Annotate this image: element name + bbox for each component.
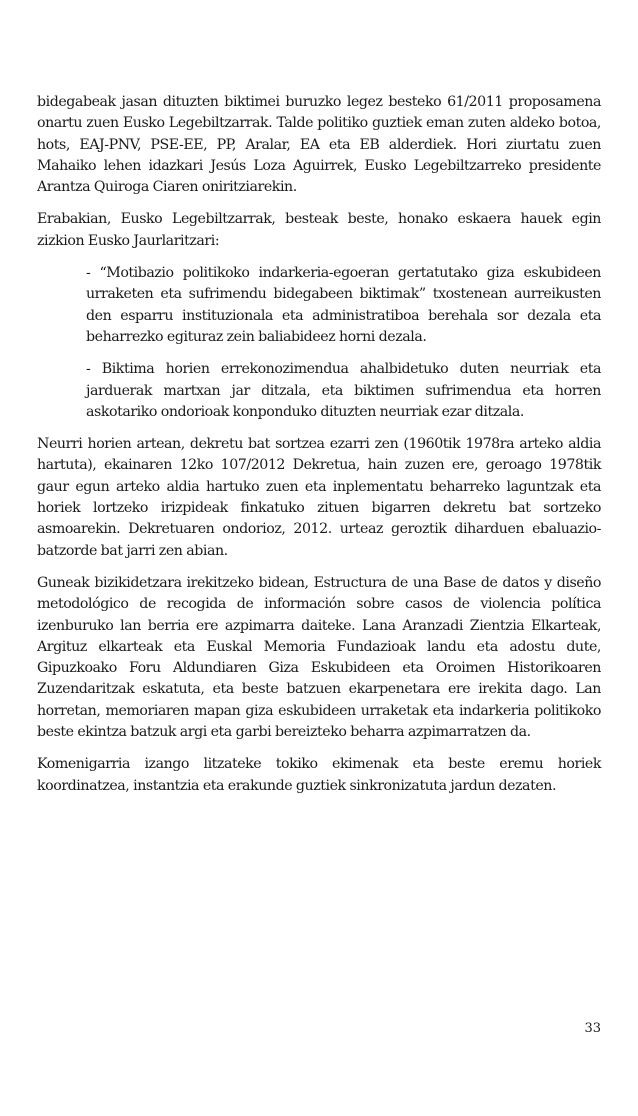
page-number: 33 [584, 1021, 601, 1036]
paragraph-parliament-requests: Erabakian, Eusko Legebiltzarrak, besteak beste, honako eskaera hauek egin zizkion Eusko Jaurlaritzari: [37, 211, 601, 249]
paragraph-motion-approval: bidegabeak jasan dituzten biktimei buruzko legez besteko 61/2011 proposamena onartu zuen Eusko Legebiltzarrak. Talde politiko guztiek eman zuten aldeko botoa, hots, EAJ-PNV, PSE-EE, PP, Aralar, EA eta EB alderdiek. Hori ziurtatu zuen Mahaiko lehen idazkari Jesús Loza Aguirrek, Eusko Legebiltzarreko presidente Arantza Quiroga Ciaren oniritziarekin. [37, 94, 601, 196]
document-body [37, 92, 601, 808]
quote-item-institutional-framework: - “Motibazio politikoko indarkeria-egoeran gertatutako giza eskubideen urraketen eta sufrimendu bidegabeen biktimak” txostenean aurreikusten den esparru instituzionala eta administratiboa berehala sor dezala eta beharrezko egituraz zein baliabideez horni dezala. [86, 265, 601, 345]
paragraph-coordination: Komenigarria izango litzateke tokiko ekimenak eta beste eremu horiek koordinatzea, instantzia eta erakunde guztiek sinkronizatuta jardun dezaten. [37, 756, 601, 794]
paragraph-decree: Neurri horien artean, dekretu bat sortzea ezarri zen (1960tik 1978ra arteko aldia hartuta), ekainaren 12ko 107/2012 Dekretua, hain zuzen ere, geroago 1978tik gaur egun arteko aldia hartuko zuen eta inplementatu beharreko laguntzak eta horiek lortzeko irizpideak finkatuko zituen bigarren dekretu bat sortzeko asmoarekin. Dekretuaren ondorioz, 2012. urteaz geroztik diharduen ebaluazio-batzorde bat jarri zen abian. [37, 436, 601, 559]
paragraph-database-structure: Guneak bizikidetzara irekitzeko bidean, Estructura de una Base de datos y diseño metodológico de recogida de información sobre casos de violencia política izenburuko lan berria ere azpimarra daiteke. Lana Aranzadi Zientzia Elkarteak, Argituz elkarteak eta Euskal Memoria Fundazioak landu eta adostu dute, Gipuzkoako Foru Aldundiaren Giza Eskubideen eta Oroimen Historikoaren Zuzendaritzak eskatuta, eta beste batzuen ekarpenetara ere irekita dago. Lan horretan, memoriaren mapan giza eskubideen urraketak eta indarkeria politikoko beste ekintza batzuk argi eta garbi bereizteko beharra azpimarratzen da. [37, 574, 601, 741]
quote-item-victim-recognition: - Biktima horien errekonozimendua ahalbidetuko duten neurriak eta jarduerak martxan jar ditzala, eta biktimen sufrimendua eta horren askotariko ondorioak konponduko dituzten neurriak ezar ditzala. [86, 361, 601, 420]
